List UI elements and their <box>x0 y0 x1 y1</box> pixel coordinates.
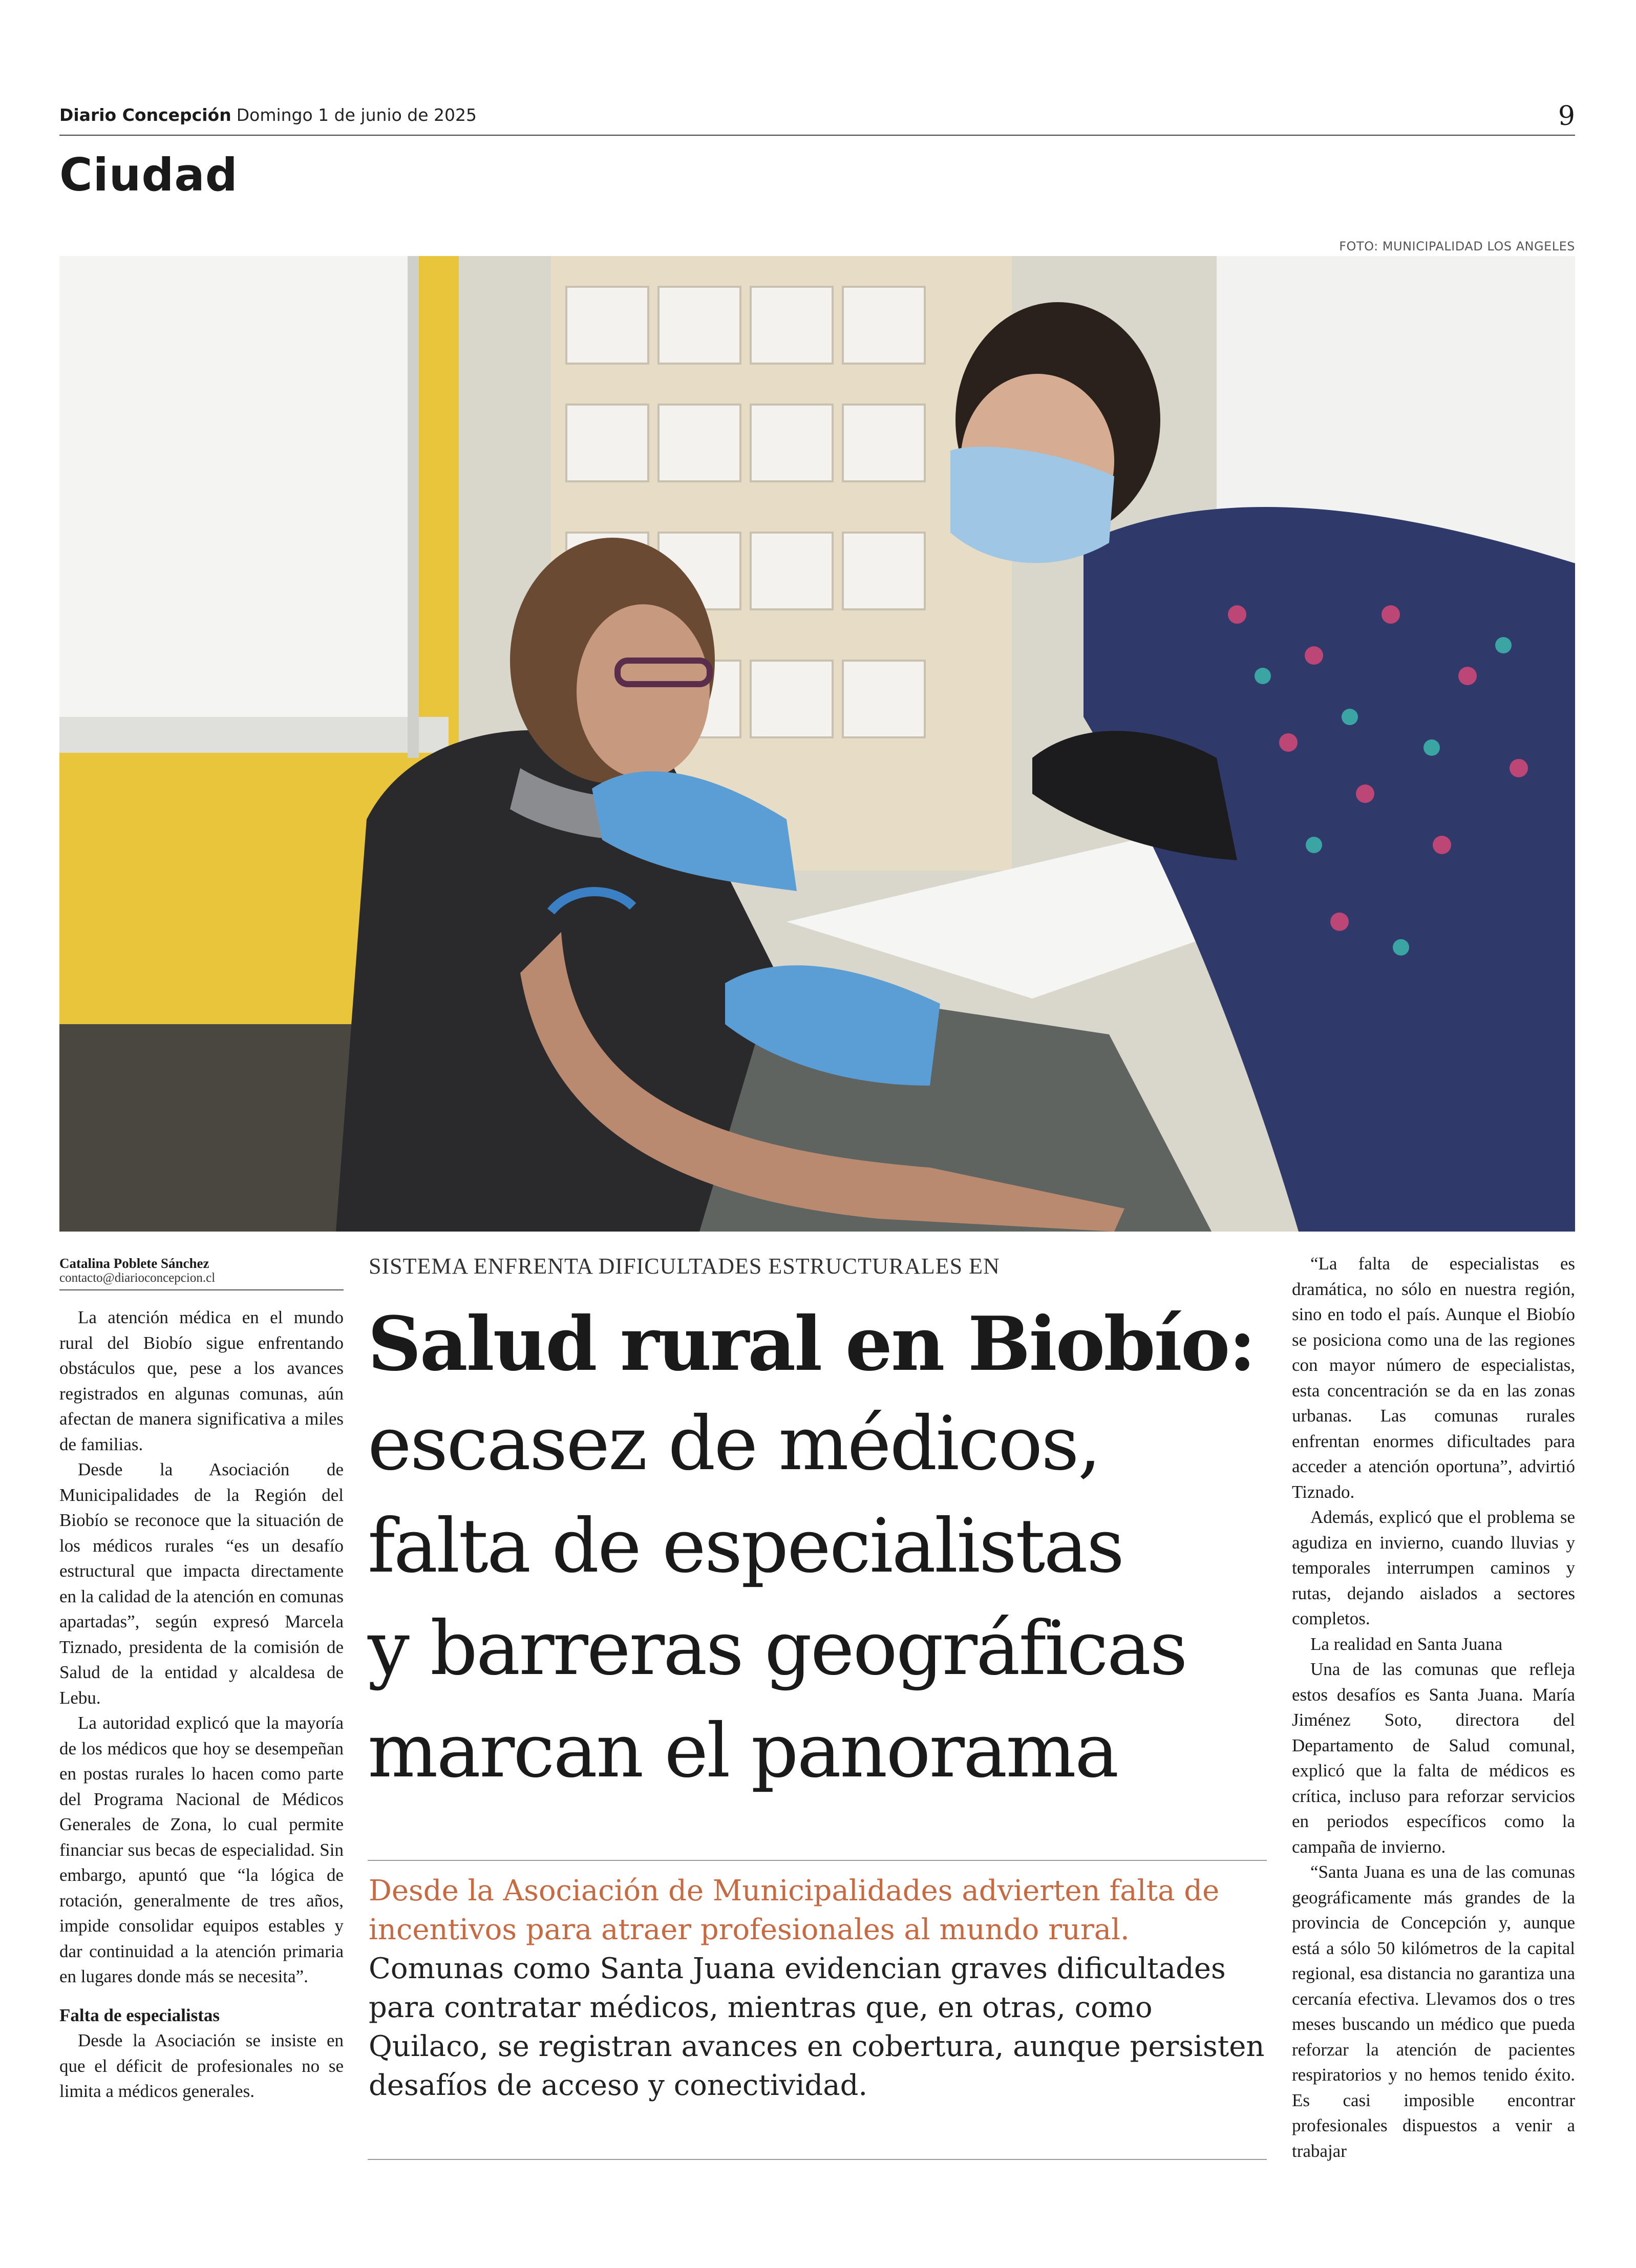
deck-summary: Comunas como Santa Juana evidencian graves dificultades para contratar médicos, mientras que, en otras, como Quilaco, se registran avances en cobertura, aunque persisten desafíos de acceso y conectividad. <box>369 1952 1265 2102</box>
body-column-right <box>1292 1251 1575 2164</box>
headline <box>368 1296 1274 1803</box>
body-paragraph: Una de las comunas que refleja estos desafíos es Santa Juana. María Jiménez Soto, directora del Departamento de Salud comunal, explicó que la falta de médicos es crítica, incluso para reforzar servicios en periodos específicos como la campaña de invierno. <box>1292 1659 1575 1857</box>
photo-illustration <box>59 256 1575 1232</box>
subheading: Falta de especialistas <box>59 2005 220 2025</box>
photo-credit: FOTO: MUNICIPALIDAD LOS ANGELES <box>1339 239 1575 253</box>
headline-line: y barreras geográficas <box>368 1605 1186 1692</box>
body-paragraph: Además, explicó que el problema se agudiza en invierno, cuando lluvias y temporales interrumpen caminos y rutas, dejando aislados a sectores completos. <box>1292 1507 1575 1628</box>
body-paragraph: La realidad en Santa Juana <box>1310 1634 1503 1654</box>
header-rule <box>59 135 1575 136</box>
byline <box>59 1256 344 1285</box>
byline-rule <box>59 1289 344 1290</box>
issue-date: Domingo 1 de junio de 2025 <box>236 105 477 125</box>
masthead <box>59 101 1575 136</box>
author-email: contacto@diarioconcepcion.cl <box>59 1271 216 1285</box>
section-title: Ciudad <box>59 149 238 201</box>
deck-rule-bottom <box>368 2159 1267 2160</box>
headline-bold-line: Salud rural en Biobío: <box>368 1301 1255 1388</box>
newspaper-name: Diario Concepción <box>59 105 231 125</box>
headline-line: marcan el panorama <box>368 1708 1118 1794</box>
body-paragraph: La atención médica en el mundo rural del Biobío sigue enfrentando obstáculos que, pese a los avances registrados en algunas comunas, aún afectan de manera significativa a miles de familias. <box>59 1307 344 1454</box>
headline-line: escasez de médicos, <box>368 1401 1100 1487</box>
body-paragraph: “Santa Juana es una de las comunas geográficamente más grandes de la provincia de Concepción y, aunque está a sólo 50 kilómetros de la capital regional, esa distancia no garantiza una cercanía efectiva. Llevamos dos o tres meses buscando un médico que pueda reforzar la atención de pacientes respiratorios y no hemos tenido éxito. Es casi imposible encontrar profesionales dispuestos a venir a trabajar <box>1292 1862 1575 2161</box>
body-paragraph: La autoridad explicó que la mayoría de los médicos que hoy se desempeñan en postas rurales lo hacen como parte del Programa Nacional de Médicos Generales de Zona, lo cual permite financiar sus becas de especialidad. Sin embargo, apuntó que “la lógica de rotación, generalmente de tres años, impide consolidar equipos estables y dar continuidad a la atención primaria en lugares donde más se necesita”. <box>59 1713 344 1986</box>
deck <box>369 1872 1268 2105</box>
body-paragraph: Desde la Asociación de Municipalidades de la Región del Biobío se reconoce que la situación de los médicos rurales “es un desafío estructural que impacta directamente en la calidad de la atención en comunas apartadas”, según expresó Marcela Tiznado, presidenta de la comisión de Salud de la entidad y alcaldesa de Lebu. <box>59 1459 344 1708</box>
kicker: SISTEMA ENFRENTA DIFICULTADES ESTRUCTURALES EN <box>369 1254 1000 1279</box>
headline-line: falta de especialistas <box>368 1503 1123 1589</box>
body-column-left <box>59 1305 344 2104</box>
article-photo <box>59 256 1575 1232</box>
page-number: 9 <box>1558 101 1575 132</box>
body-paragraph: Desde la Asociación se insiste en que el déficit de profesionales no se limita a médicos generales. <box>59 2030 344 2101</box>
body-paragraph: “La falta de especialistas es dramática, no sólo en nuestra región, sino en todo el país. Aunque el Biobío se posiciona como una de las regiones con mayor número de especialistas, esta concentración se da en las zonas urbanas. Las comunas rurales enfrentan enormes dificultades para acceder a atención oportuna”, advirtió Tiznado. <box>1292 1254 1575 1502</box>
deck-highlight: Desde la Asociación de Municipalidades advierten falta de incentivos para atraer profesionales al mundo rural. <box>369 1874 1220 1946</box>
deck-rule-top <box>368 1860 1267 1861</box>
author-name: Catalina Poblete Sánchez <box>59 1256 209 1271</box>
